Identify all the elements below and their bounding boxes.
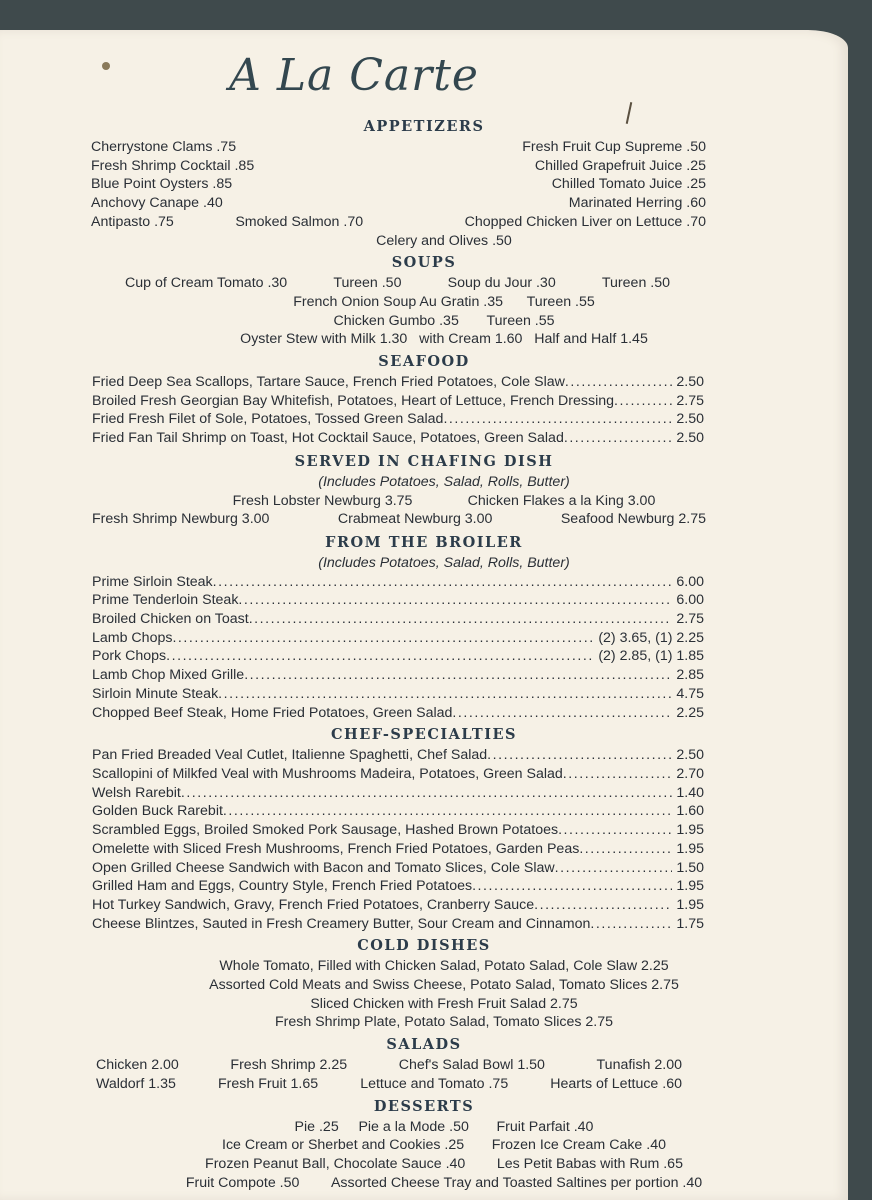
appetizer-item: Anchovy Canape .40 xyxy=(91,195,223,212)
section-salads: SALADS xyxy=(386,1036,462,1054)
item-price: 2.75 xyxy=(676,611,704,628)
chafing-item: Fresh Shrimp Newburg 3.00 xyxy=(92,511,270,528)
appetizer-item: Fresh Shrimp Cocktail .85 xyxy=(91,157,255,174)
leader-dots xyxy=(555,859,673,878)
item-name: Fried Fan Tail Shrimp on Toast, Hot Cocktail Sauce, Potatoes, Green Salad xyxy=(92,430,564,447)
dessert-row xyxy=(40,1136,848,1155)
menu-item xyxy=(92,429,704,448)
appetizer-item: Chopped Chicken Liver on Lettuce .70 xyxy=(464,213,706,230)
section-cold-dishes: COLD DISHES xyxy=(357,937,491,955)
item-name: Omelette with Sliced Fresh Mushrooms, French Fried Potatoes, Garden Peas xyxy=(92,840,580,857)
salad-item: Fresh Fruit 1.65 xyxy=(217,1075,319,1092)
leader-dots xyxy=(558,821,672,840)
leader-dots xyxy=(181,784,673,803)
menu-item xyxy=(92,666,704,685)
chafing-item: Seafood Newburg 2.75 xyxy=(560,511,706,528)
appetizer-row xyxy=(91,175,706,194)
soup-item: Cup of Cream Tomato .30 xyxy=(125,275,288,292)
cold-dish-item: Whole Tomato, Filled with Chicken Salad, Potato Salad, Cole Slaw 2.25 xyxy=(219,958,669,975)
item-price: 4.75 xyxy=(676,685,704,702)
cold-dish-item: Fresh Shrimp Plate, Potato Salad, Tomato Slices 2.75 xyxy=(274,1014,614,1031)
dessert-item: Pie .25 xyxy=(294,1118,339,1135)
appetizer-item: Smoked Salmon .70 xyxy=(235,213,364,230)
item-price: 1.75 xyxy=(676,915,704,932)
item-price: 1.95 xyxy=(676,878,704,895)
leader-dots xyxy=(487,746,672,765)
leader-dots xyxy=(223,802,672,821)
item-name: Scrambled Eggs, Broiled Smoked Pork Sausage, Hashed Brown Potatoes xyxy=(92,822,559,839)
soup-row xyxy=(125,274,670,293)
soup-item: Tureen .50 xyxy=(333,275,402,292)
section-note: (Includes Potatoes, Salad, Rolls, Butter) xyxy=(318,554,570,571)
cold-dish-item: Assorted Cold Meats and Swiss Cheese, Potato Salad, Tomato Slices 2.75 xyxy=(209,977,679,994)
item-name: Sirloin Minute Steak xyxy=(92,685,219,702)
item-price: 1.60 xyxy=(676,803,704,820)
menu-item xyxy=(92,915,704,934)
leader-dots xyxy=(249,610,673,629)
appetizer-item: Cherrystone Clams .75 xyxy=(91,139,237,155)
salad-item: Waldorf 1.35 xyxy=(96,1075,176,1092)
item-name: Open Grilled Cheese Sandwich with Bacon and Tomato Slices, Cole Slaw xyxy=(92,859,555,876)
item-price: (2) 2.85, (1) 1.85 xyxy=(598,648,704,665)
section-soups: SOUPS xyxy=(391,254,457,272)
item-price: 2.50 xyxy=(676,430,704,447)
cold-dish-item: Sliced Chicken with Fresh Fruit Salad 2.75 xyxy=(310,995,578,1012)
section-chafing-dish: SERVED IN CHAFING DISH xyxy=(294,452,554,470)
item-name: Cheese Blintzes, Sauted in Fresh Creamery Butter, Sour Cream and Cinnamon xyxy=(92,915,591,932)
dessert-item: Fruit Compote .50 xyxy=(185,1174,300,1191)
leader-dots xyxy=(579,840,672,859)
item-name: Prime Tenderloin Steak xyxy=(92,592,239,609)
item-price: 1.95 xyxy=(676,840,704,857)
item-price: 6.00 xyxy=(676,573,704,590)
dessert-item: Fruit Parfait .40 xyxy=(496,1118,594,1135)
salad-item: Chicken 2.00 xyxy=(96,1057,179,1074)
item-price: 1.95 xyxy=(676,822,704,839)
chafing-item: Crabmeat Newburg 3.00 xyxy=(337,511,493,528)
menu-item xyxy=(92,802,704,821)
item-price: 1.95 xyxy=(676,896,704,913)
section-note: (Includes Potatoes, Salad, Rolls, Butter) xyxy=(318,473,570,490)
item-name: Chopped Beef Steak, Home Fried Potatoes, Green Salad xyxy=(92,704,453,721)
item-name: Lamb Chop Mixed Grille xyxy=(92,667,245,684)
menu-item xyxy=(92,629,704,648)
dessert-row xyxy=(40,1118,848,1137)
leader-dots xyxy=(443,410,672,429)
chafing-item: Chicken Flakes a la King 3.00 xyxy=(467,492,656,509)
item-name: Fried Fresh Filet of Sole, Potatoes, Tossed Green Salad xyxy=(92,411,444,428)
salad-item: Hearts of Lettuce .60 xyxy=(550,1075,682,1092)
soup-item: Tureen .55 xyxy=(486,312,555,329)
appetizer-item: Antipasto .75 xyxy=(91,213,174,230)
item-price: 2.50 xyxy=(676,374,704,391)
leader-dots xyxy=(452,704,672,723)
appetizer-item: Marinated Herring .60 xyxy=(568,195,706,212)
appetizer-row xyxy=(91,157,706,176)
chafing-row xyxy=(92,510,706,529)
item-price: 2.85 xyxy=(676,667,704,684)
menu-item xyxy=(92,859,704,878)
salad-item: Lettuce and Tomato .75 xyxy=(360,1075,509,1092)
menu-item xyxy=(92,784,704,803)
soup-item: Tureen .50 xyxy=(601,275,670,292)
item-price: 1.40 xyxy=(676,784,704,801)
soup-item: with Cream 1.60 xyxy=(419,331,523,348)
menu-item xyxy=(92,685,704,704)
soup-row xyxy=(40,312,848,331)
leader-dots xyxy=(244,666,672,685)
leader-dots xyxy=(213,573,673,592)
section-chef-specialties: CHEF-SPECIALTIES xyxy=(330,726,518,744)
leader-dots xyxy=(166,647,594,666)
chafing-item: Fresh Lobster Newburg 3.75 xyxy=(232,492,413,509)
item-name: Pan Fried Breaded Veal Cutlet, Italienne Spaghetti, Chef Salad xyxy=(92,747,488,764)
dessert-item: Ice Cream or Sherbet and Cookies .25 xyxy=(222,1137,465,1154)
leader-dots xyxy=(563,765,673,784)
item-price: 1.50 xyxy=(676,859,704,876)
appetizer-row xyxy=(91,213,706,232)
soup-item: Oyster Stew with Milk 1.30 xyxy=(240,331,408,348)
salad-row xyxy=(96,1056,682,1075)
item-price: 6.00 xyxy=(676,592,704,609)
section-broiler: FROM THE BROILER xyxy=(325,533,523,551)
soup-row xyxy=(40,293,848,312)
section-desserts: DESSERTS xyxy=(373,1097,475,1115)
leader-dots xyxy=(172,629,594,648)
salad-item: Chef's Salad Bowl 1.50 xyxy=(398,1057,545,1074)
dessert-item: Les Petit Babas with Rum .65 xyxy=(496,1155,683,1172)
item-name: Broiled Chicken on Toast xyxy=(92,611,249,628)
item-name: Lamb Chops xyxy=(92,629,173,646)
menu-item xyxy=(92,765,704,784)
menu-item xyxy=(92,704,704,723)
dessert-item: Pie a la Mode .50 xyxy=(358,1118,469,1135)
leader-dots xyxy=(565,373,672,392)
leader-dots xyxy=(218,685,672,704)
appetizer-item: Chilled Grapefruit Juice .25 xyxy=(534,157,706,174)
item-price: 2.70 xyxy=(676,765,704,782)
menu-item xyxy=(92,410,704,429)
soup-item: Chicken Gumbo .35 xyxy=(333,312,459,329)
dessert-item: Frozen Ice Cream Cake .40 xyxy=(491,1137,666,1154)
item-price: 2.75 xyxy=(676,392,704,409)
leader-dots xyxy=(564,429,673,448)
item-name: Broiled Fresh Georgian Bay Whitefish, Potatoes, Heart of Lettuce, French Dressing xyxy=(92,392,615,409)
item-price: (2) 3.65, (1) 2.25 xyxy=(598,629,704,646)
item-name: Scallopini of Milkfed Veal with Mushrooms Madeira, Potatoes, Green Salad xyxy=(92,765,563,782)
item-name: Prime Sirloin Steak xyxy=(92,573,213,590)
salad-row xyxy=(96,1075,682,1094)
dessert-row xyxy=(40,1174,848,1193)
dessert-item: Frozen Peanut Ball, Chocolate Sauce .40 xyxy=(205,1155,466,1172)
item-price: 2.50 xyxy=(676,747,704,764)
item-price: 2.25 xyxy=(676,704,704,721)
appetizer-row xyxy=(91,138,706,157)
soup-item: Half and Half 1.45 xyxy=(534,331,648,348)
menu-item xyxy=(92,373,704,392)
menu-item xyxy=(92,647,704,666)
menu-item xyxy=(92,591,704,610)
menu-item xyxy=(92,840,704,859)
item-name: Golden Buck Rarebit xyxy=(92,803,223,820)
menu-item xyxy=(92,610,704,629)
item-name: Fried Deep Sea Scallops, Tartare Sauce, French Fried Potatoes, Cole Slaw xyxy=(92,374,565,391)
soup-item: French Onion Soup Au Gratin .35 xyxy=(293,293,504,310)
soup-row xyxy=(40,330,848,349)
section-seafood: SEAFOOD xyxy=(378,353,470,371)
soup-item: Tureen .55 xyxy=(526,293,595,310)
item-name: Grilled Ham and Eggs, Country Style, French Fried Potatoes xyxy=(92,878,473,895)
leader-dots xyxy=(472,877,672,896)
appetizer-item: Celery and Olives .50 xyxy=(376,232,512,249)
item-name: Hot Turkey Sandwich, Gravy, French Fried Potatoes, Cranberry Sauce xyxy=(92,896,535,913)
item-name: Pork Chops xyxy=(92,648,167,665)
menu-item xyxy=(92,573,704,592)
item-price: 2.50 xyxy=(676,411,704,428)
leader-dots xyxy=(590,915,672,934)
appetizer-row xyxy=(91,194,706,213)
leader-dots xyxy=(534,896,672,915)
appetizer-item: Blue Point Oysters .85 xyxy=(91,176,233,193)
menu-item xyxy=(92,392,704,411)
appetizer-item: Fresh Fruit Cup Supreme .50 xyxy=(522,139,706,155)
menu-item xyxy=(92,821,704,840)
salad-item: Fresh Shrimp 2.25 xyxy=(230,1057,348,1074)
leader-dots xyxy=(614,392,672,411)
section-appetizers: APPETIZERS xyxy=(363,118,485,135)
salad-item: Tunafish 2.00 xyxy=(596,1057,682,1074)
chafing-row xyxy=(40,492,848,511)
leader-dots xyxy=(238,591,672,610)
menu-title: A La Carte xyxy=(229,50,479,101)
soup-item: Soup du Jour .30 xyxy=(447,275,556,292)
item-name: Welsh Rarebit xyxy=(92,784,181,801)
menu-item xyxy=(92,877,704,896)
appetizer-item: Chilled Tomato Juice .25 xyxy=(551,176,706,193)
menu-item xyxy=(92,896,704,915)
dessert-row xyxy=(40,1155,848,1174)
menu-item xyxy=(92,746,704,765)
dessert-item: Assorted Cheese Tray and Toasted Saltines per portion .40 xyxy=(330,1174,703,1191)
